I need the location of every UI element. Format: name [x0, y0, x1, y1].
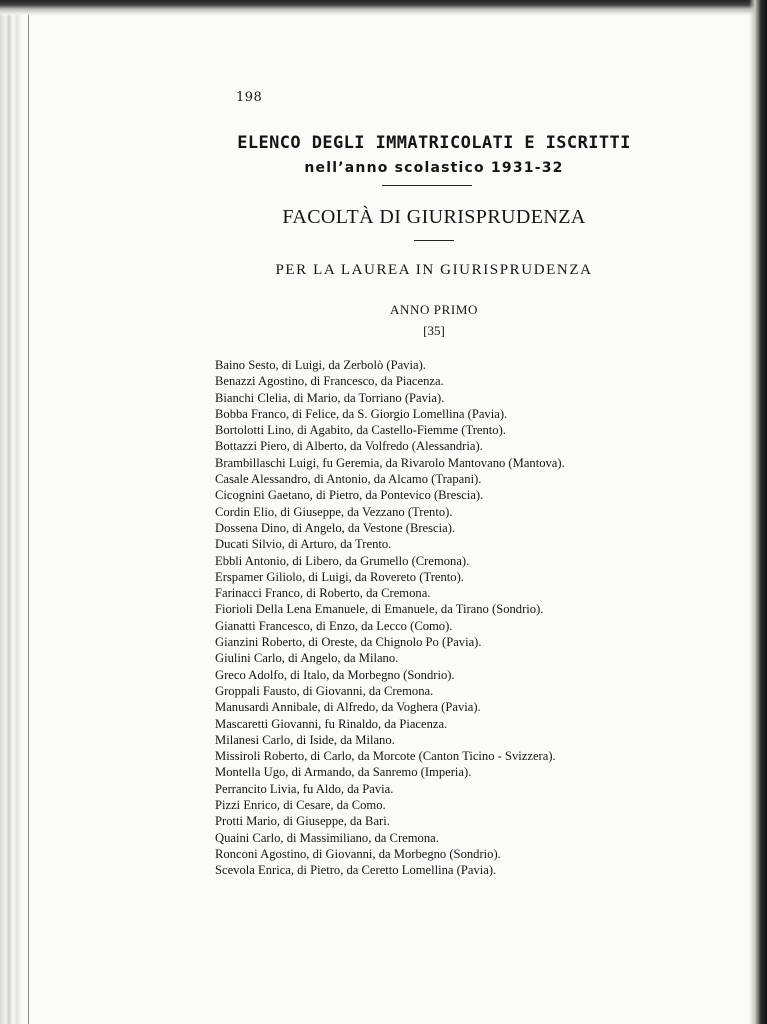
- list-item: Benazzi Agostino, di Francesco, da Piacenza.: [215, 374, 444, 389]
- list-item: Gianatti Francesco, di Enzo, da Lecco (Como).: [215, 618, 453, 633]
- list-item: Ebbli Antonio, di Libero, da Grumello (Cremona).: [215, 553, 470, 568]
- page-binding-edge: [0, 0, 22, 1024]
- year-heading: ANNO PRIMO: [390, 302, 478, 317]
- list-item: Greco Adolfo, di Italo, da Morbegno (Sondrio).: [215, 667, 455, 682]
- list-item: Fiorioli Della Lena Emanuele, di Emanuele, da Tirano (Sondrio).: [215, 602, 544, 617]
- list-item: Erspamer Giliolo, di Luigi, da Rovereto (Trento).: [215, 569, 464, 584]
- list-item: Bobba Franco, di Felice, da S. Giorgio Lomellina (Pavia).: [215, 406, 508, 421]
- list-item: Milanesi Carlo, di Iside, da Milano.: [215, 732, 395, 747]
- list-item: Casale Alessandro, di Antonio, da Alcamo (Trapani).: [215, 472, 482, 487]
- list-item: Bortolotti Lino, di Agabito, da Castello-Fiemme (Trento).: [215, 423, 506, 438]
- document-subtitle: nell’anno scolastico 1931-32: [304, 160, 564, 176]
- list-item: Quaini Carlo, di Massimiliano, da Cremona.: [215, 830, 439, 845]
- list-item: Bottazzi Piero, di Alberto, da Volfredo (Alessandria).: [215, 439, 483, 454]
- student-count: [35]: [423, 323, 445, 338]
- list-item: Cicognini Gaetano, di Pietro, da Pontevico (Brescia).: [215, 488, 484, 503]
- list-item: Perrancito Livia, fu Aldo, da Pavia.: [215, 781, 394, 796]
- list-item: Farinacci Franco, di Roberto, da Cremona.: [215, 586, 431, 601]
- page-number: 198: [236, 90, 263, 105]
- list-item: Protti Mario, di Giuseppe, da Bari.: [215, 814, 390, 829]
- student-list: [215, 357, 655, 879]
- page-top-edge: [0, 0, 767, 16]
- list-item: Gianzini Roberto, di Oreste, da Chignolo Po (Pavia).: [215, 635, 482, 650]
- list-item: Brambillaschi Luigi, fu Geremia, da Rivarolo Mantovano (Mantova).: [215, 455, 565, 470]
- faculty-heading: FACOLTÀ DI GIURISPRUDENZA: [282, 206, 586, 228]
- list-item: Mascaretti Giovanni, fu Rinaldo, da Piacenza.: [215, 716, 448, 731]
- page-right-edge: [749, 0, 767, 1024]
- list-item: Giulini Carlo, di Angelo, da Milano.: [215, 651, 399, 666]
- list-item: Pizzi Enrico, di Cesare, da Como.: [215, 798, 386, 813]
- divider-rule: [382, 185, 472, 186]
- list-item: Manusardi Annibale, di Alfredo, da Voghera (Pavia).: [215, 700, 481, 715]
- degree-heading: PER LA LAUREA IN GIURISPRUDENZA: [275, 262, 593, 278]
- list-item: Ducati Silvio, di Arturo, da Trento.: [215, 537, 392, 552]
- list-item: Ronconi Agostino, di Giovanni, da Morbegno (Sondrio).: [215, 846, 501, 861]
- list-item: Baino Sesto, di Luigi, da Zerbolò (Pavia).: [215, 358, 426, 372]
- list-item: Dossena Dino, di Angelo, da Vestone (Brescia).: [215, 520, 456, 535]
- list-item: Bianchi Clelia, di Mario, da Torriano (Pavia).: [215, 390, 445, 405]
- document-title: ELENCO DEGLI IMMATRICOLATI E ISCRITTI: [237, 133, 631, 153]
- list-item: Groppali Fausto, di Giovanni, da Cremona.: [215, 683, 434, 698]
- list-item: Cordin Elio, di Giuseppe, da Vezzano (Trento).: [215, 504, 453, 519]
- list-item: Montella Ugo, di Armando, da Sanremo (Imperia).: [215, 765, 472, 780]
- divider-rule: [414, 240, 454, 241]
- list-item: Missiroli Roberto, di Carlo, da Morcote (Canton Ticino - Svizzera).: [215, 749, 556, 764]
- list-item: Scevola Enrica, di Pietro, da Ceretto Lomellina (Pavia).: [215, 863, 497, 878]
